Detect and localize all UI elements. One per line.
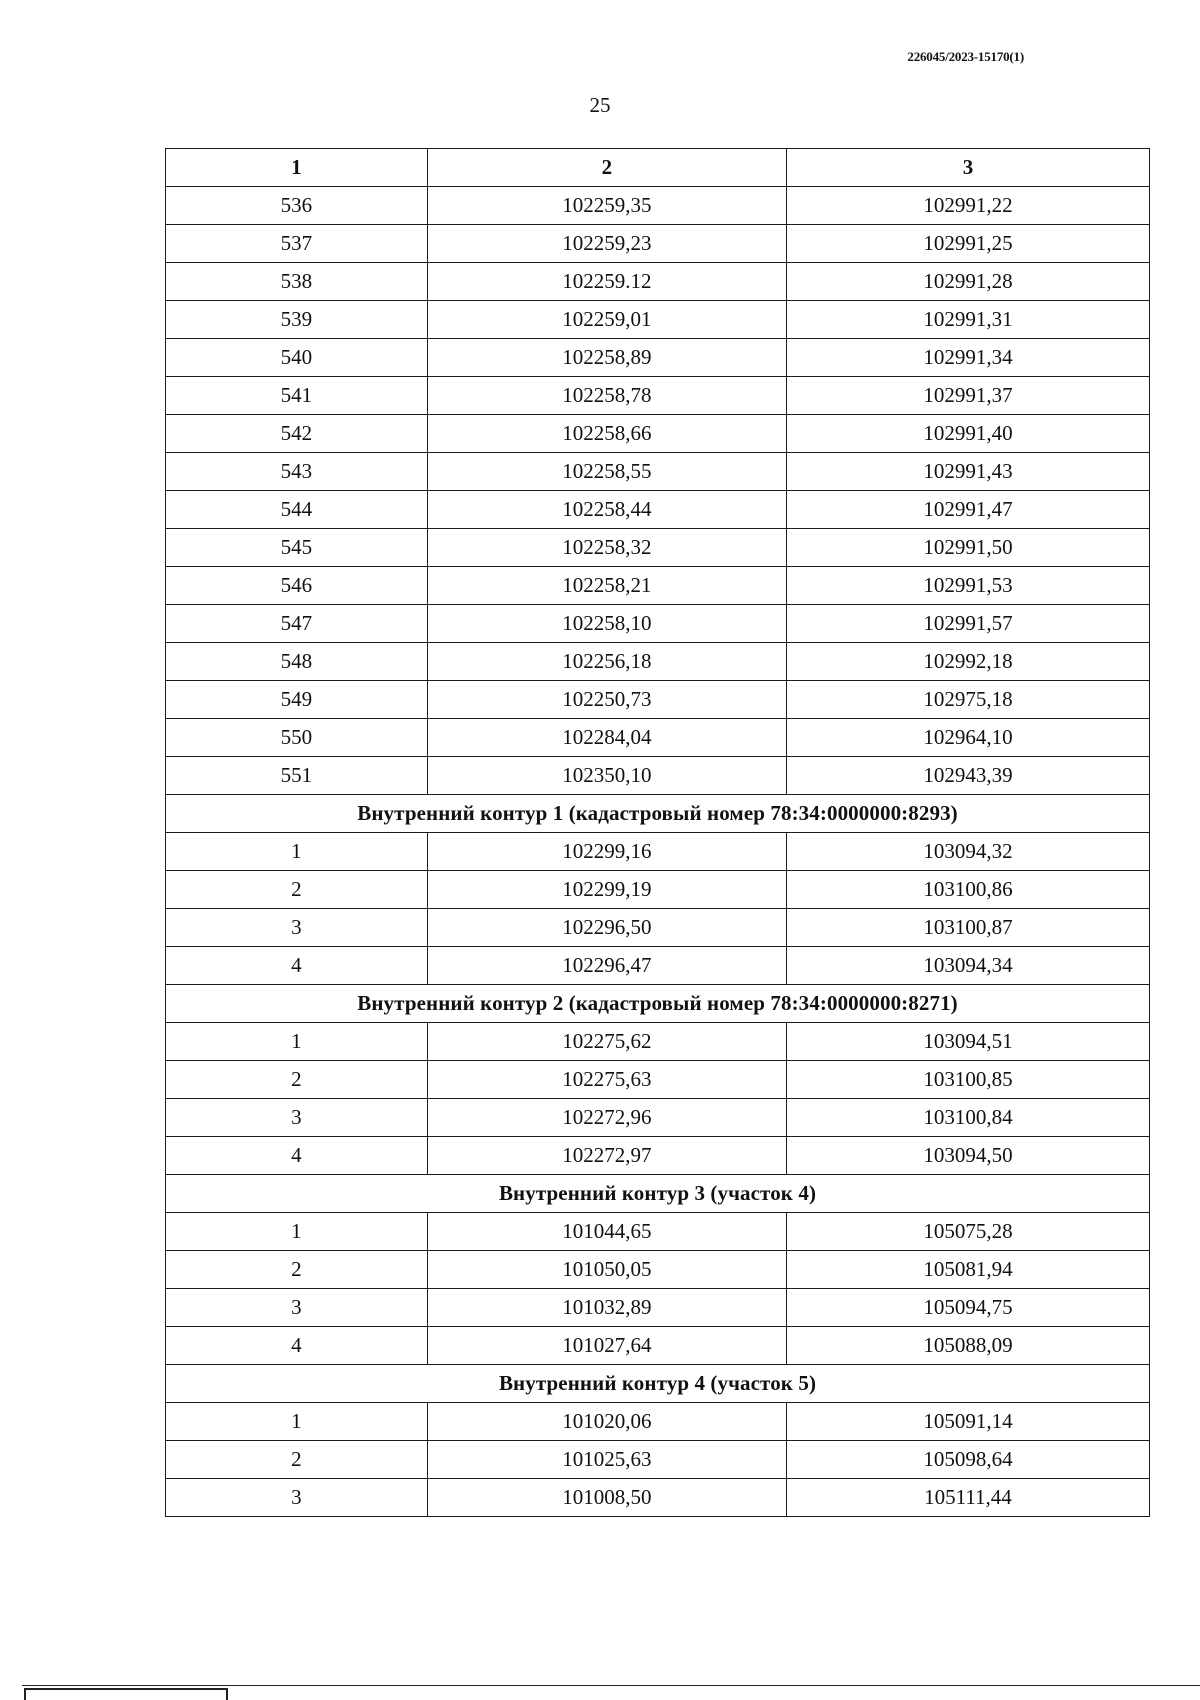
x-coordinate-cell: 102258,10 bbox=[427, 605, 786, 643]
x-coordinate-cell: 102250,73 bbox=[427, 681, 786, 719]
point-number-cell: 2 bbox=[166, 871, 428, 909]
table-row bbox=[166, 681, 1150, 719]
x-coordinate-cell: 102259,35 bbox=[427, 187, 786, 225]
table-row bbox=[166, 833, 1150, 871]
table-row bbox=[166, 1289, 1150, 1327]
section-title: Внутренний контур 2 (кадастровый номер 78:34:0000000:8271) bbox=[166, 985, 1150, 1023]
y-coordinate-cell: 102991,43 bbox=[786, 453, 1149, 491]
table-body bbox=[166, 187, 1150, 1517]
point-number-cell: 543 bbox=[166, 453, 428, 491]
x-coordinate-cell: 102284,04 bbox=[427, 719, 786, 757]
table-header bbox=[166, 149, 1150, 187]
column-header: 2 bbox=[427, 149, 786, 187]
x-coordinate-cell: 102272,97 bbox=[427, 1137, 786, 1175]
table-row bbox=[166, 1213, 1150, 1251]
table-row bbox=[166, 415, 1150, 453]
table-row bbox=[166, 567, 1150, 605]
point-number-cell: 1 bbox=[166, 1403, 428, 1441]
point-number-cell: 2 bbox=[166, 1251, 428, 1289]
y-coordinate-cell: 102943,39 bbox=[786, 757, 1149, 795]
table-row bbox=[166, 491, 1150, 529]
y-coordinate-cell: 103094,32 bbox=[786, 833, 1149, 871]
table-row bbox=[166, 719, 1150, 757]
x-coordinate-cell: 102258,44 bbox=[427, 491, 786, 529]
x-coordinate-cell: 102272,96 bbox=[427, 1099, 786, 1137]
x-coordinate-cell: 101044,65 bbox=[427, 1213, 786, 1251]
table-row bbox=[166, 909, 1150, 947]
section-title: Внутренний контур 4 (участок 5) bbox=[166, 1365, 1150, 1403]
table-row bbox=[166, 187, 1150, 225]
point-number-cell: 539 bbox=[166, 301, 428, 339]
table-row bbox=[166, 225, 1150, 263]
x-coordinate-cell: 101050,05 bbox=[427, 1251, 786, 1289]
point-number-cell: 541 bbox=[166, 377, 428, 415]
x-coordinate-cell: 102350,10 bbox=[427, 757, 786, 795]
x-coordinate-cell: 102275,63 bbox=[427, 1061, 786, 1099]
table-row bbox=[166, 301, 1150, 339]
point-number-cell: 1 bbox=[166, 833, 428, 871]
x-coordinate-cell: 102258,89 bbox=[427, 339, 786, 377]
table-row bbox=[166, 947, 1150, 985]
point-number-cell: 551 bbox=[166, 757, 428, 795]
point-number-cell: 537 bbox=[166, 225, 428, 263]
point-number-cell: 548 bbox=[166, 643, 428, 681]
x-coordinate-cell: 102259,23 bbox=[427, 225, 786, 263]
point-number-cell: 547 bbox=[166, 605, 428, 643]
y-coordinate-cell: 105094,75 bbox=[786, 1289, 1149, 1327]
point-number-cell: 2 bbox=[166, 1061, 428, 1099]
point-number-cell: 538 bbox=[166, 263, 428, 301]
point-number-cell: 3 bbox=[166, 1099, 428, 1137]
table-row bbox=[166, 871, 1150, 909]
table-row bbox=[166, 1403, 1150, 1441]
x-coordinate-cell: 102296,47 bbox=[427, 947, 786, 985]
table-row bbox=[166, 1023, 1150, 1061]
x-coordinate-cell: 101025,63 bbox=[427, 1441, 786, 1479]
table-row bbox=[166, 1099, 1150, 1137]
point-number-cell: 3 bbox=[166, 1289, 428, 1327]
point-number-cell: 536 bbox=[166, 187, 428, 225]
point-number-cell: 546 bbox=[166, 567, 428, 605]
y-coordinate-cell: 102991,34 bbox=[786, 339, 1149, 377]
point-number-cell: 4 bbox=[166, 947, 428, 985]
header-row bbox=[166, 149, 1150, 187]
footer-rule bbox=[22, 1685, 1200, 1686]
point-number-cell: 4 bbox=[166, 1327, 428, 1365]
x-coordinate-cell: 102296,50 bbox=[427, 909, 786, 947]
y-coordinate-cell: 102991,50 bbox=[786, 529, 1149, 567]
x-coordinate-cell: 102259.12 bbox=[427, 263, 786, 301]
y-coordinate-cell: 102991,31 bbox=[786, 301, 1149, 339]
table-row bbox=[166, 1061, 1150, 1099]
x-coordinate-cell: 101020,06 bbox=[427, 1403, 786, 1441]
table-row bbox=[166, 377, 1150, 415]
document-id: 226045/2023-15170(1) bbox=[907, 49, 1024, 64]
y-coordinate-cell: 105111,44 bbox=[786, 1479, 1149, 1517]
y-coordinate-cell: 102992,18 bbox=[786, 643, 1149, 681]
x-coordinate-cell: 102299,16 bbox=[427, 833, 786, 871]
footer-mark bbox=[24, 1688, 228, 1700]
point-number-cell: 1 bbox=[166, 1023, 428, 1061]
y-coordinate-cell: 103100,87 bbox=[786, 909, 1149, 947]
point-number-cell: 540 bbox=[166, 339, 428, 377]
y-coordinate-cell: 105088,09 bbox=[786, 1327, 1149, 1365]
y-coordinate-cell: 103094,34 bbox=[786, 947, 1149, 985]
x-coordinate-cell: 102275,62 bbox=[427, 1023, 786, 1061]
y-coordinate-cell: 103094,51 bbox=[786, 1023, 1149, 1061]
section-header-row bbox=[166, 985, 1150, 1023]
y-coordinate-cell: 103100,84 bbox=[786, 1099, 1149, 1137]
y-coordinate-cell: 105075,28 bbox=[786, 1213, 1149, 1251]
x-coordinate-cell: 102258,32 bbox=[427, 529, 786, 567]
table-row bbox=[166, 1251, 1150, 1289]
table-row bbox=[166, 643, 1150, 681]
x-coordinate-cell: 102256,18 bbox=[427, 643, 786, 681]
x-coordinate-cell: 102258,78 bbox=[427, 377, 786, 415]
section-header-row bbox=[166, 795, 1150, 833]
y-coordinate-cell: 102975,18 bbox=[786, 681, 1149, 719]
y-coordinate-cell: 103100,85 bbox=[786, 1061, 1149, 1099]
point-number-cell: 2 bbox=[166, 1441, 428, 1479]
page-number: 25 bbox=[589, 93, 611, 117]
y-coordinate-cell: 102991,37 bbox=[786, 377, 1149, 415]
section-header-row bbox=[166, 1365, 1150, 1403]
section-title: Внутренний контур 1 (кадастровый номер 78:34:0000000:8293) bbox=[166, 795, 1150, 833]
y-coordinate-cell: 105091,14 bbox=[786, 1403, 1149, 1441]
point-number-cell: 3 bbox=[166, 1479, 428, 1517]
x-coordinate-cell: 102258,21 bbox=[427, 567, 786, 605]
table-row bbox=[166, 263, 1150, 301]
y-coordinate-cell: 105081,94 bbox=[786, 1251, 1149, 1289]
point-number-cell: 1 bbox=[166, 1213, 428, 1251]
table-row bbox=[166, 453, 1150, 491]
y-coordinate-cell: 102991,25 bbox=[786, 225, 1149, 263]
y-coordinate-cell: 102991,22 bbox=[786, 187, 1149, 225]
y-coordinate-cell: 105098,64 bbox=[786, 1441, 1149, 1479]
x-coordinate-cell: 102299,19 bbox=[427, 871, 786, 909]
table-row bbox=[166, 1479, 1150, 1517]
y-coordinate-cell: 103094,50 bbox=[786, 1137, 1149, 1175]
point-number-cell: 549 bbox=[166, 681, 428, 719]
x-coordinate-cell: 102259,01 bbox=[427, 301, 786, 339]
point-number-cell: 3 bbox=[166, 909, 428, 947]
x-coordinate-cell: 101032,89 bbox=[427, 1289, 786, 1327]
y-coordinate-cell: 102991,53 bbox=[786, 567, 1149, 605]
x-coordinate-cell: 101027,64 bbox=[427, 1327, 786, 1365]
y-coordinate-cell: 102991,40 bbox=[786, 415, 1149, 453]
point-number-cell: 544 bbox=[166, 491, 428, 529]
table-row bbox=[166, 339, 1150, 377]
y-coordinate-cell: 102991,47 bbox=[786, 491, 1149, 529]
table-row bbox=[166, 1327, 1150, 1365]
point-number-cell: 4 bbox=[166, 1137, 428, 1175]
table-row bbox=[166, 1137, 1150, 1175]
point-number-cell: 542 bbox=[166, 415, 428, 453]
column-header: 1 bbox=[166, 149, 428, 187]
table-row bbox=[166, 1441, 1150, 1479]
table-row bbox=[166, 757, 1150, 795]
x-coordinate-cell: 102258,66 bbox=[427, 415, 786, 453]
section-title: Внутренний контур 3 (участок 4) bbox=[166, 1175, 1150, 1213]
y-coordinate-cell: 102991,57 bbox=[786, 605, 1149, 643]
x-coordinate-cell: 101008,50 bbox=[427, 1479, 786, 1517]
y-coordinate-cell: 103100,86 bbox=[786, 871, 1149, 909]
table-row bbox=[166, 529, 1150, 567]
point-number-cell: 545 bbox=[166, 529, 428, 567]
table-row bbox=[166, 605, 1150, 643]
section-header-row bbox=[166, 1175, 1150, 1213]
y-coordinate-cell: 102991,28 bbox=[786, 263, 1149, 301]
column-header: 3 bbox=[786, 149, 1149, 187]
y-coordinate-cell: 102964,10 bbox=[786, 719, 1149, 757]
coordinates-table bbox=[165, 148, 1150, 1517]
point-number-cell: 550 bbox=[166, 719, 428, 757]
x-coordinate-cell: 102258,55 bbox=[427, 453, 786, 491]
